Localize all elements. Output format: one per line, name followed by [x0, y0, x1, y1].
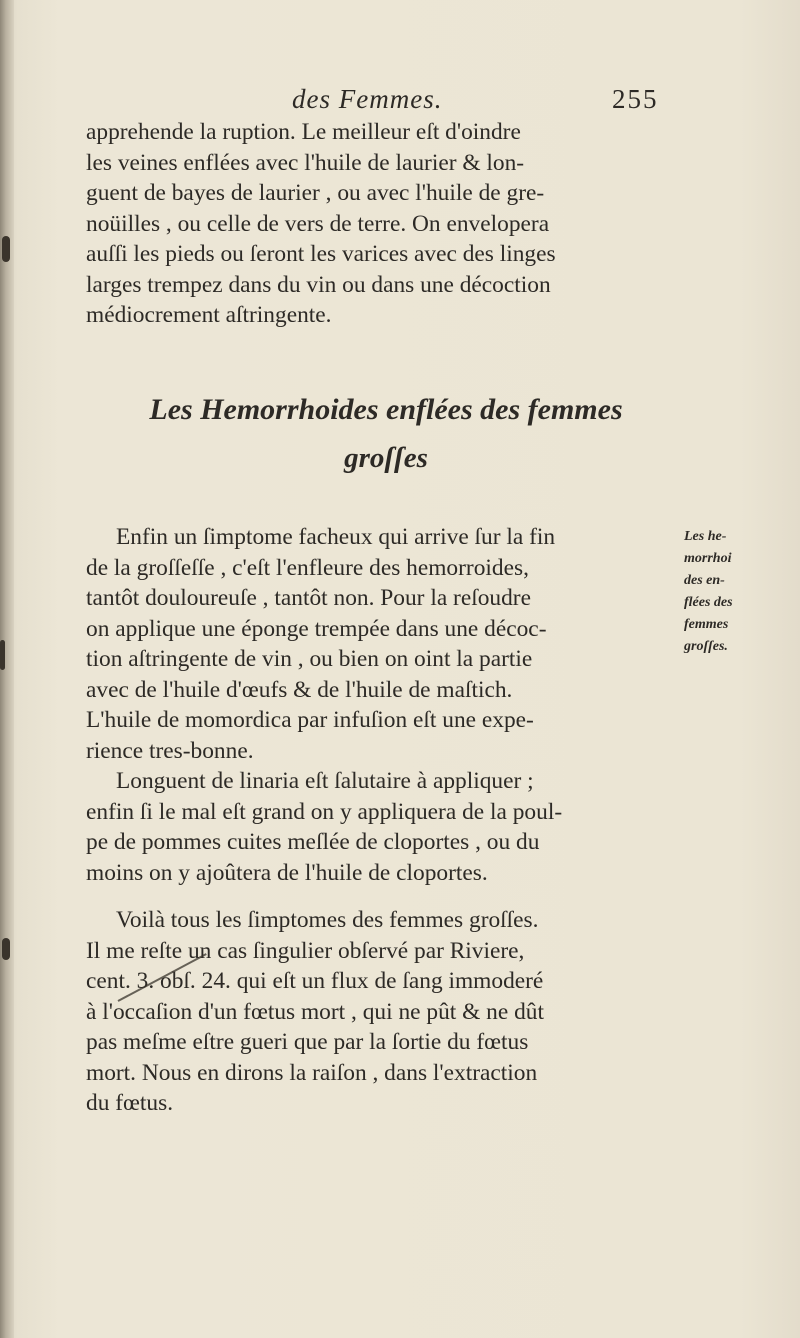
paragraph-hemorrhoids	[86, 522, 680, 766]
text-line: tion aſtringente de vin , ou bien on oint la partie	[86, 646, 533, 672]
text-line: médiocrement aſtringente.	[86, 302, 332, 328]
margin-note-line: Les he-	[684, 529, 727, 544]
text-line: apprehende la ruption. Le meilleur eſt d'oindre	[86, 119, 521, 145]
section-heading-line-1: Les Hemorrhoides enflées des femmes	[149, 393, 623, 426]
text-line: L'huile de momordica par infuſion eſt une expe-	[86, 707, 534, 733]
text-line: noüilles , ou celle de vers de terre. On envelopera	[86, 210, 550, 237]
text-line: cent. 3. obſ. 24. qui eſt un flux de ſang immoderé	[86, 968, 544, 994]
paragraph-riviere	[86, 905, 680, 1119]
section-heading	[86, 386, 686, 482]
margin-note-line: femmes	[684, 617, 729, 632]
text-line: pe de pommes cuites meſlée de cloportes , ou du	[86, 829, 540, 855]
text-line: moins on y ajoûtera de l'huile de cloportes.	[86, 859, 488, 886]
margin-note	[684, 526, 774, 658]
text-line: pas meſme eſtre gueri que par la ſortie du fœtus	[86, 1029, 529, 1055]
margin-note-line: groſſes.	[684, 639, 728, 654]
text-line: Enfin un ſimptome facheux qui arrive ſur la fin	[116, 524, 556, 550]
section-heading-line-2: groſſes	[344, 442, 428, 474]
text-line: du fœtus.	[86, 1090, 174, 1116]
ink-mark-decoration	[2, 236, 10, 262]
ink-mark-decoration	[0, 640, 5, 670]
text-line: Longuent de linaria eſt ſalutaire à appliquer ;	[116, 768, 534, 794]
ink-mark-decoration	[2, 938, 10, 960]
text-line: tantôt douloureuſe , tantôt non. Pour la reſoudre	[86, 585, 531, 611]
text-line: les veines enflées avec l'huile de laurier & lon-	[86, 149, 525, 176]
text-line: larges trempez dans du vin ou dans une décoction	[86, 271, 551, 298]
text-line: Il me reſte un cas ſingulier obſervé par Riviere,	[86, 937, 525, 964]
text-line: on applique une éponge trempée dans une décoc-	[86, 615, 547, 642]
text-line: rience tres-bonne.	[86, 737, 254, 764]
margin-note-line: morrhoi	[684, 551, 732, 566]
paragraph-varices	[86, 117, 680, 331]
running-title: des Femmes.	[292, 84, 443, 114]
text-line: avec de l'huile d'œufs & de l'huile de maſtich.	[86, 676, 513, 703]
text-line: auſſi les pieds ou ſeront les varices avec des linges	[86, 241, 556, 267]
text-line: enfin ſi le mal eſt grand on y appliquera de la poul-	[86, 798, 563, 825]
text-line: de la groſſeſſe , c'eſt l'enfleure des hemorroides,	[86, 554, 529, 581]
margin-note-line: des en-	[684, 573, 725, 588]
margin-note-line: flées des	[684, 595, 733, 610]
paragraph-linaria	[86, 766, 680, 888]
text-line: Voilà tous les ſimptomes des femmes groſſes.	[116, 907, 539, 933]
page-number: 255	[612, 84, 659, 114]
text-line: à l'occaſion d'un fœtus mort , qui ne pût & ne dût	[86, 998, 544, 1025]
text-line: mort. Nous en dirons la raiſon , dans l'extraction	[86, 1059, 538, 1086]
text-line: guent de bayes de laurier , ou avec l'huile de gre-	[86, 180, 545, 206]
